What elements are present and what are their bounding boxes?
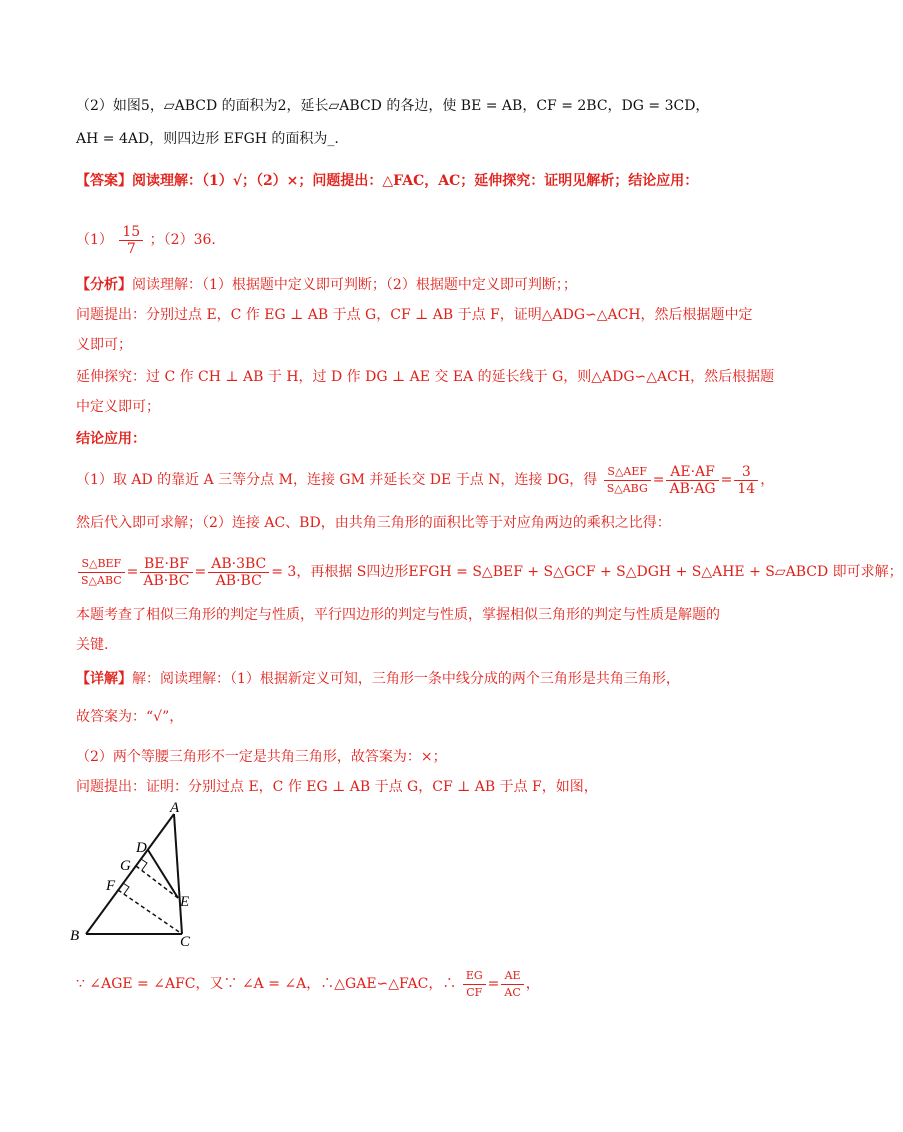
right-angle-F <box>123 883 129 894</box>
frac-den: S△ABC <box>81 573 122 587</box>
analysis-fraction-area <box>604 464 651 497</box>
answer-fraction-num: 15 <box>119 224 143 241</box>
frac-num: BE·BF <box>140 556 192 573</box>
frac-num: S△AEF <box>604 464 651 481</box>
analysis-line-5: 中定义即可； <box>76 399 160 415</box>
analysis-line-9: $\frac{\text{S△BEF}}{\text{S△ABC}}$ = $\frac{BE\cdot BF}{AB\cdot BC}$ = $\frac{AB\cdot 3BC}{AB\cdot BC}$ = 3，再根据 S四边形EFGH = S△BEF + S△GCF + S△DGH + S△AHE + S▱ABCD 即可求解； <box>76 552 730 592</box>
frac-num: EG <box>463 968 486 985</box>
detail-fraction-eg-cf <box>463 968 486 1001</box>
frac-den: AC <box>504 985 521 999</box>
right-angle-G <box>141 859 147 870</box>
analysis-line-2: 问题提出：分别过点 E，C 作 EG ⊥ AB 于点 G，CF ⊥ AB 于点 F，证明△ADG∽△ACH，然后根据题中定 <box>76 307 753 323</box>
detail-fraction-ae-ac <box>501 968 523 1001</box>
problem-line-1: （2）如图5，▱ABCD 的面积为2，延长▱ABCD 的各边，使 BE = AB，CF = 2BC，DG = 3CD， <box>76 98 710 114</box>
frac-num: S△BEF <box>78 556 125 573</box>
analysis-text-1: 阅读理解：（1）根据题中定义即可判断；（2）根据题中定义即可判断；； <box>132 277 577 293</box>
answer-fraction <box>119 224 143 257</box>
detail-line-5: ∵ ∠AGE = ∠AFC，又∵ ∠A = ∠A，∴△GAE∽△FAC，∴ $\frac{EG}{CF}$ = $\frac{AE}{AC}$ ， <box>76 968 540 999</box>
analysis-line-10: 本题考查了相似三角形的判定与性质，平行四边形的判定与性质，掌握相似三角形的判定与性质是解题的 <box>76 607 720 623</box>
analysis-line-4: 延伸探究：过 C 作 CH ⊥ AB 于 H，过 D 作 DG ⊥ AE 交 EA 的延长线于 G，则△ADG∽△ACH，然后根据题 <box>76 369 775 385</box>
detail-text-5: ∵ ∠AGE = ∠AFC，又∵ ∠A = ∠A，∴△GAE∽△FAC，∴ <box>76 976 457 992</box>
frac-den: S△ABG <box>606 481 648 495</box>
frac-den: AB·BC <box>215 572 262 589</box>
detail-text-5-end: ， <box>525 976 540 992</box>
dashed-FC <box>118 890 182 934</box>
detail-tag: 【详解】 <box>76 671 132 687</box>
label-C: C <box>180 934 191 950</box>
answer-fraction-den: 7 <box>126 240 136 257</box>
problem-line-2: AH = 4AD，则四边形 EFGH 的面积为_. <box>76 131 339 147</box>
triangle-figure <box>66 800 216 950</box>
frac-num: AE·AF <box>666 464 718 481</box>
analysis9-fraction-product <box>140 556 192 589</box>
frac-den: CF <box>466 985 483 999</box>
answer-frac-prefix: （1） <box>76 232 113 248</box>
frac-num: AE <box>501 968 523 985</box>
label-D: D <box>136 840 147 856</box>
dashed-GE <box>136 866 178 898</box>
label-G: G <box>120 858 131 874</box>
frac-den: AB·BC <box>143 572 190 589</box>
edge-AB <box>86 814 174 934</box>
analysis-text-7: （1）取 AD 的靠近 A 三等分点 M，连接 GM 并延长交 DE 于点 N，连接 DG，得 <box>76 472 598 488</box>
frac-den: AB·AG <box>669 480 716 497</box>
analysis9-fraction-area <box>78 556 125 589</box>
analysis-line-6: 结论应用： <box>76 431 146 447</box>
segment-DE <box>148 850 178 898</box>
detail-line-4: 问题提出：证明：分别过点 E，C 作 EG ⊥ AB 于点 G，CF ⊥ AB 于点 F，如图， <box>76 779 598 795</box>
analysis-line-11: 关键. <box>76 637 109 653</box>
frac-den: 14 <box>737 480 756 497</box>
analysis-line-1 <box>76 274 730 296</box>
detail-line-1 <box>76 668 730 690</box>
answer-text: 阅读理解：（1）√；（2）×；问题提出：△FAC，AC；延伸探究：证明见解析；结论应用： <box>132 173 699 189</box>
detail-text-1: 解：阅读理解：（1）根据新定义可知，三角形一条中线分成的两个三角形是共角三角形， <box>132 671 680 687</box>
label-E: E <box>180 894 190 910</box>
frac-num: AB·3BC <box>208 556 269 573</box>
analysis9-rest: = 3，再根据 S四边形EFGH = S△BEF + S△GCF + S△DGH + S△AHE + S▱ABCD 即可求解； <box>271 564 903 580</box>
analysis-line-7: （1）取 AD 的靠近 A 三等分点 M，连接 GM 并延长交 DE 于点 N，连接 DG，得 $\frac{\text{S△AEF}}{\text{S△ABG}}$ = $\frac{AE\cdot AF}{AB\cdot AG}$ = $\frac{3}{14}$ ， <box>76 463 775 497</box>
analysis9-fraction-sub <box>208 556 269 589</box>
analysis-fraction-product <box>666 464 718 497</box>
label-F: F <box>106 878 116 894</box>
frac-num: 3 <box>734 464 758 481</box>
analysis-line-8: 然后代入即可求解；（2）连接 AC、BD，由共角三角形的面积比等于对应角两边的乘积之比得： <box>76 515 671 531</box>
analysis-tag: 【分析】 <box>76 277 132 293</box>
analysis-line-3: 义即可； <box>76 337 132 353</box>
edge-AC <box>174 814 182 934</box>
detail-line-3: （2）两个等腰三角形不一定是共角三角形，故答案为：×； <box>76 749 447 765</box>
label-A: A <box>170 800 180 816</box>
answer-frac-suffix: ；（2）36. <box>149 232 216 248</box>
answer-tag: 【答案】 <box>76 173 132 189</box>
analysis-fraction-result <box>734 464 758 497</box>
answer-fraction-line <box>76 222 730 258</box>
label-B: B <box>70 928 80 944</box>
detail-line-2: 故答案为：“√”， <box>76 709 184 725</box>
answer-line <box>76 170 730 192</box>
